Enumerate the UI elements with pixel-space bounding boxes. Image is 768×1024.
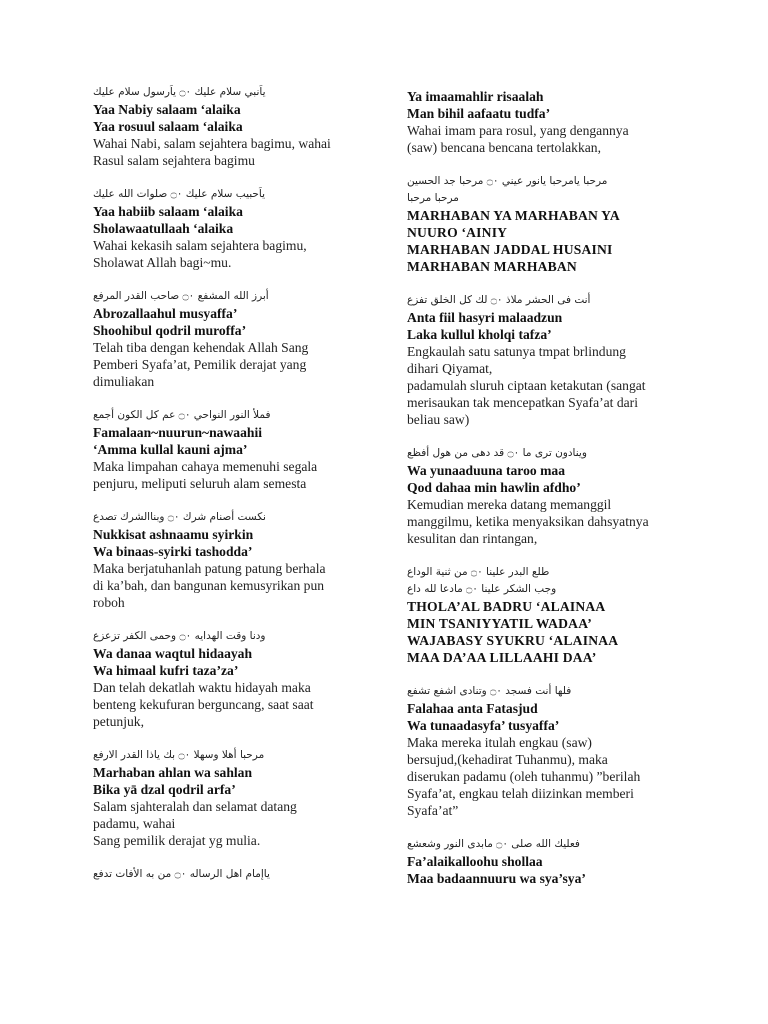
- transliteration-line: Yaa habiib salaam ‘alaika: [93, 204, 243, 219]
- arabic-line: فملأ النور النواحي ۝٠ عم كل الكون أجمع: [93, 409, 271, 421]
- translation-line: Dan telah dekatlah waktu hidayah maka: [93, 680, 311, 695]
- verse-block: [93, 628, 393, 730]
- transliteration-line: Bika yā dzal qodril arfa’: [93, 782, 236, 797]
- translation-line: merisaukan tak mencepatkan Syafa’at dari: [407, 395, 638, 410]
- translation-line: penjuru, meliputi seluruh alam semesta: [93, 476, 307, 491]
- transliteration-line: Shoohibul qodril muroffa’: [93, 323, 247, 338]
- verse-block: [407, 683, 712, 819]
- arabic-line: طلع البدر علينا ۝٠ من ثنية الوداع: [407, 566, 550, 578]
- transliteration-line: Ya imaamahlir risaalah: [407, 89, 544, 104]
- translation-line: Telah tiba dengan kehendak Allah Sang: [93, 340, 309, 355]
- transliteration-line: Abrozallaahul musyaffa’: [93, 306, 238, 321]
- verse-block: [93, 509, 393, 611]
- transliteration-line: ‘Amma kullal kauni ajma’: [93, 442, 248, 457]
- verse-block: [93, 747, 393, 849]
- translation-line: Wahai imam para rosul, yang dengannya: [407, 123, 629, 138]
- transliteration-line: NUURO ‘AINIY: [407, 225, 508, 240]
- arabic-line: فلها أنت فسجد ۝٠ وتنادى اشفع تشفع: [407, 685, 572, 697]
- arabic-line: أبرز الله المشفع ۝٠ صاحب القدر المرفع: [93, 290, 269, 302]
- arabic-line: فعليك الله صلى ۝٠ مابدى النور وشعشع: [407, 838, 580, 850]
- arabic-line: وجب الشكر علينا ۝٠ مادعا لله داع: [407, 583, 557, 595]
- transliteration-line: Wa binaas-syirki tashodda’: [93, 544, 253, 559]
- transliteration-line: Laka kullul kholqi tafza’: [407, 327, 552, 342]
- transliteration-line: Wa tunaadasyfa’ tusyaffa’: [407, 718, 560, 733]
- transliteration-line: Falahaa anta Fatasjud: [407, 701, 538, 716]
- arabic-line: ياَنبي سلام عليك ۝٠ ياَرسول سلام عليك: [93, 86, 266, 98]
- arabic-line: مرحبا أهلا وسهلا ۝٠ بك ياذا القدر الارفع: [93, 749, 265, 761]
- translation-line: Maka limpahan cahaya memenuhi segala: [93, 459, 318, 474]
- translation-line: bersujud,(kehadirat Tuhanmu), maka: [407, 752, 608, 767]
- transliteration-line: MARHABAN MARHABAN: [407, 259, 577, 274]
- left-column: [93, 84, 393, 900]
- translation-line: padamu, wahai: [93, 816, 176, 831]
- translation-line: beliau saw): [407, 412, 470, 427]
- transliteration-line: MARHABAN YA MARHABAN YA: [407, 208, 620, 223]
- translation-line: Rasul salam sejahtera bagimu: [93, 153, 255, 168]
- transliteration-line: Man bihil aafaatu tudfa’: [407, 106, 551, 121]
- verse-block: [93, 866, 393, 883]
- translation-line: manggilmu, ketika menyaksikan dahsyatnya: [407, 514, 649, 529]
- translation-line: Sholawat Allah bagi~mu.: [93, 255, 232, 270]
- transliteration-line: Nukkisat ashnaamu syirkin: [93, 527, 254, 542]
- verse-block: [93, 288, 393, 390]
- translation-line: padamulah sluruh ciptaan ketakutan (sangat: [407, 378, 646, 393]
- transliteration-line: Wa yunaaduuna taroo maa: [407, 463, 566, 478]
- arabic-line: وينادون ترى ما ۝٠ قد دهى من هول أفظع: [407, 447, 587, 459]
- transliteration-line: Sholawaatullaah ‘alaika: [93, 221, 234, 236]
- translation-line: Maka mereka itulah engkau (saw): [407, 735, 592, 750]
- translation-line: kesulitan dan rintangan,: [407, 531, 538, 546]
- arabic-line: ودنا وقت الهدايه ۝٠ وحمى الكفر تزعزع: [93, 630, 266, 642]
- transliteration-line: Yaa Nabiy salaam ‘alaika: [93, 102, 241, 117]
- transliteration-line: Yaa rosuul salaam ‘alaika: [93, 119, 243, 134]
- translation-line: Engkaulah satu satunya tmpat brlindung: [407, 344, 626, 359]
- translation-line: Kemudian mereka datang memanggil: [407, 497, 612, 512]
- translation-line: Maka berjatuhanlah patung patung berhala: [93, 561, 326, 576]
- transliteration-line: Wa danaa waqtul hidaayah: [93, 646, 253, 661]
- translation-line: Wahai Nabi, salam sejahtera bagimu, wahai: [93, 136, 331, 151]
- translation-line: (saw) bencana bencana tertolakkan,: [407, 140, 601, 155]
- transliteration-line: MIN TSANIYYATIL WADAA’: [407, 616, 592, 631]
- translation-line: petunjuk,: [93, 714, 144, 729]
- arabic-line: ياَحبيب سلام عليك ۝٠ صلوات الله عليك: [93, 188, 266, 200]
- translation-line: Syafa’at”: [407, 803, 459, 818]
- translation-line: Syafa’at, engkau telah diizinkan memberi: [407, 786, 634, 801]
- verse-block: [407, 292, 712, 428]
- arabic-line: أنت فى الحشر ملاذ ۝٠ لك كل الخلق تفزع: [407, 294, 591, 306]
- transliteration-line: MAA DA’AA LILLAAHI DAA’: [407, 650, 597, 665]
- translation-line: Salam sjahteralah dan selamat datang: [93, 799, 297, 814]
- translation-line: diserukan padamu (oleh tuhanmu) ”berilah: [407, 769, 641, 784]
- verse-block: [407, 836, 712, 887]
- verse-block: [93, 186, 393, 271]
- arabic-line: ياإمام اهل الرساله ۝٠ من به الأفات تدفع: [93, 868, 270, 880]
- translation-line: Wahai kekasih salam sejahtera bagimu,: [93, 238, 307, 253]
- translation-line: di ka’bah, dan bangunan kemusyrikan pun: [93, 578, 325, 593]
- arabic-line: مرحبا يامرحبا يانور عيني ۝٠ مرحبا جد الحسين: [407, 175, 608, 187]
- translation-line: Pemberi Syafa’at, Pemilik derajat yang: [93, 357, 307, 372]
- transliteration-line: MARHABAN JADDAL HUSAINI: [407, 242, 613, 257]
- translation-line: benteng kekufuran berguncang, saat saat: [93, 697, 314, 712]
- arabic-line: مرحبا مرحبا: [407, 192, 459, 204]
- transliteration-line: Qod dahaa min hawlin afdho’: [407, 480, 581, 495]
- transliteration-line: Maa badaannuuru wa sya’sya’: [407, 871, 586, 886]
- arabic-line: نكست أصنام شرك ۝٠ وبناالشرك تصدع: [93, 511, 266, 523]
- verse-block: [407, 173, 712, 275]
- verse-block: [93, 407, 393, 492]
- transliteration-line: Wa himaal kufri taza’za’: [93, 663, 239, 678]
- translation-line: Sang pemilik derajat yg mulia.: [93, 833, 261, 848]
- transliteration-line: WAJABASY SYUKRU ‘ALAINAA: [407, 633, 619, 648]
- translation-line: roboh: [93, 595, 125, 610]
- transliteration-line: Famalaan~nuurun~nawaahii: [93, 425, 263, 440]
- translation-line: dihari Qiyamat,: [407, 361, 493, 376]
- transliteration-line: Fa’alaikalloohu shollaa: [407, 854, 543, 869]
- transliteration-line: Marhaban ahlan wa sahlan: [93, 765, 253, 780]
- right-column: [407, 88, 712, 904]
- verse-block: [407, 88, 712, 156]
- transliteration-line: THOLA’AL BADRU ‘ALAINAA: [407, 599, 606, 614]
- translation-line: dimuliakan: [93, 374, 155, 389]
- transliteration-line: Anta fiil hasyri malaadzun: [407, 310, 563, 325]
- verse-block: [93, 84, 393, 169]
- verse-block: [407, 564, 712, 666]
- verse-block: [407, 445, 712, 547]
